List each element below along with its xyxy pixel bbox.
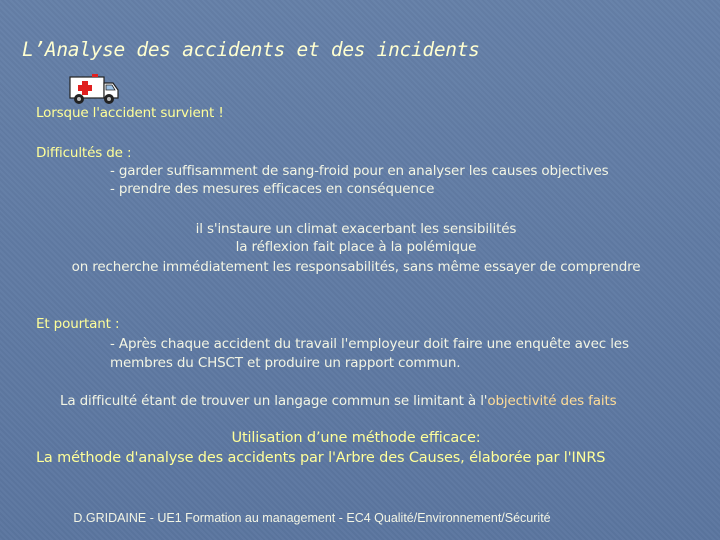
difficulty-sentence-prefix: La difficulté étant de trouver un langage commun se limitant à l' bbox=[60, 393, 488, 409]
consequence-line: il s'instaure un climat exacerbant les sensibilités bbox=[195, 221, 517, 237]
difficulty-sentence bbox=[60, 393, 617, 409]
difficulty-item: - prendre des mesures efficaces en conséquence bbox=[110, 181, 435, 197]
difficulties-heading: Difficultés de : bbox=[36, 145, 132, 161]
however-line: - Après chaque accident du travail l'employeur doit faire une enquête avec les bbox=[110, 336, 629, 352]
consequence-line: la réflexion fait place à la polémique bbox=[235, 239, 477, 255]
ambulance-icon bbox=[68, 74, 120, 106]
method-line-2: La méthode d'analyse des accidents par l'Arbre des Causes, élaborée par l'INRS bbox=[36, 450, 606, 466]
however-line: membres du CHSCT et produire un rapport commun. bbox=[110, 355, 461, 371]
method-line-1: Utilisation d’une méthode efficace: bbox=[231, 430, 481, 446]
however-heading: Et pourtant : bbox=[36, 316, 120, 332]
difficulty-item: - garder suffisamment de sang-froid pour en analyser les causes objectives bbox=[110, 163, 609, 179]
objectivity-highlight: objectivité des faits bbox=[487, 393, 617, 409]
consequence-line: on recherche immédiatement les responsabilités, sans même essayer de comprendre bbox=[71, 259, 641, 275]
slide-title: L’Analyse des accidents et des incidents bbox=[22, 38, 480, 61]
footer-text: D.GRIDAINE - UE1 Formation au management - EC4 Qualité/Environnement/Sécurité bbox=[73, 511, 551, 525]
intro-text: Lorsque l'accident survient ! bbox=[36, 105, 224, 121]
